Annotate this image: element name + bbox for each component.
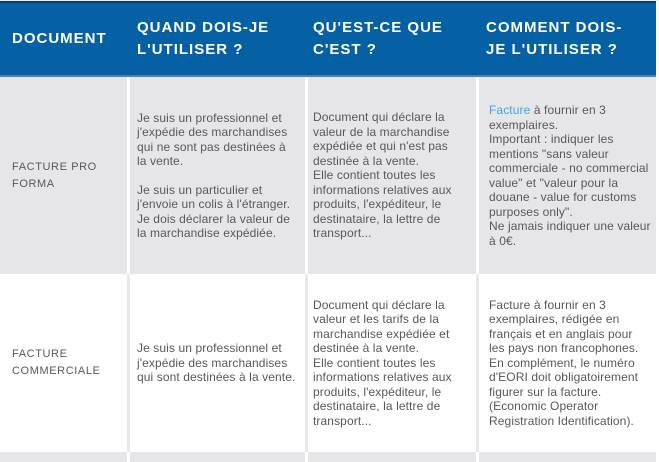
- when-paragraph: Je suis un professionnel et j'expédie des marchandises qui sont destinées à la vente.: [137, 341, 296, 385]
- what-paragraph: Document qui déclare la valeur de la marchandise expédiée et qui n'est pas destinée à la vente.: [313, 110, 450, 168]
- col-header-what: [305, 3, 476, 75]
- col-header-how: [476, 3, 656, 75]
- cell-what-is-it: [308, 274, 476, 452]
- cell-when-to-use: [130, 274, 305, 452]
- facture-link[interactable]: Facture: [489, 103, 531, 117]
- col-header-document: [0, 3, 127, 75]
- table-row-facture-pro-forma: [0, 77, 656, 274]
- cell-document-name: [0, 452, 127, 462]
- when-paragraph: Je suis un particulier et j'envoie un colis à l'étranger. Je dois déclarer la valeur de la marchandise expédiée.: [137, 182, 291, 240]
- how-paragraph-text: à fournir en 3 exemplaires.: [489, 103, 606, 132]
- cell-document-name: [0, 274, 127, 452]
- what-paragraph: Document qui déclare la valeur et les tarifs de la marchandise expédiée et destinée à la vente.: [313, 297, 450, 356]
- when-paragraph: Je suis un professionnel et j'expédie des marchandises qui ne sont pas destinées à la vente.: [137, 110, 288, 168]
- how-paragraph: En complément, le numéro d'EORI doit obligatoirement figurer sur la facture. (Economic Operator Registration Identification).: [489, 355, 639, 428]
- cell-how-to-use: [479, 274, 656, 452]
- col-header-label: COMMENT DOIS-: [486, 19, 623, 36]
- cell-what-is-it: [308, 452, 476, 462]
- what-paragraph: Elle contient toutes les informations relatives aux produits, l'expéditeur, le destinataire, la lettre de transport...: [313, 355, 452, 428]
- how-paragraph: [489, 103, 651, 132]
- cell-when-to-use: [130, 452, 305, 462]
- col-header-label: QU'EST-CE QUE: [313, 19, 443, 36]
- col-header-label: JE L'UTILISER ?: [486, 41, 618, 58]
- cell-how-to-use: [479, 452, 656, 462]
- col-header-when: [127, 3, 305, 75]
- how-paragraph: Important : indiquer les mentions "sans valeur commerciale - no commercial value" et "valeur pour la douane - value for customs purposes only".: [489, 132, 649, 219]
- cell-what-is-it: [308, 77, 476, 274]
- col-header-label: C'EST ?: [313, 41, 377, 58]
- col-header-label: QUAND DOIS-JE: [137, 19, 270, 36]
- how-paragraph: Facture à fournir en 3 exemplaires, rédigée en français et en anglais pour les pays non francophones.: [489, 297, 639, 356]
- cell-when-to-use: [130, 77, 305, 274]
- document-label: FACTURE PRO FORMA: [12, 160, 97, 190]
- cell-document-name: [0, 77, 127, 274]
- how-paragraph: Ne jamais indiquer une valeur à 0€.: [489, 219, 651, 248]
- cell-how-to-use: [479, 77, 656, 274]
- documents-table: [0, 1, 656, 462]
- col-header-label: DOCUMENT: [12, 30, 107, 47]
- table-row-partial: [0, 452, 656, 462]
- table-header-row: [0, 1, 656, 77]
- table-row-facture-commerciale: [0, 274, 656, 452]
- col-header-label: L'UTILISER ?: [137, 41, 244, 58]
- what-paragraph: Elle contient toutes les informations relatives aux produits, l'expéditeur, le destinataire, la lettre de transport...: [313, 168, 452, 241]
- document-label: FACTURE COMMERCIALE: [12, 348, 101, 377]
